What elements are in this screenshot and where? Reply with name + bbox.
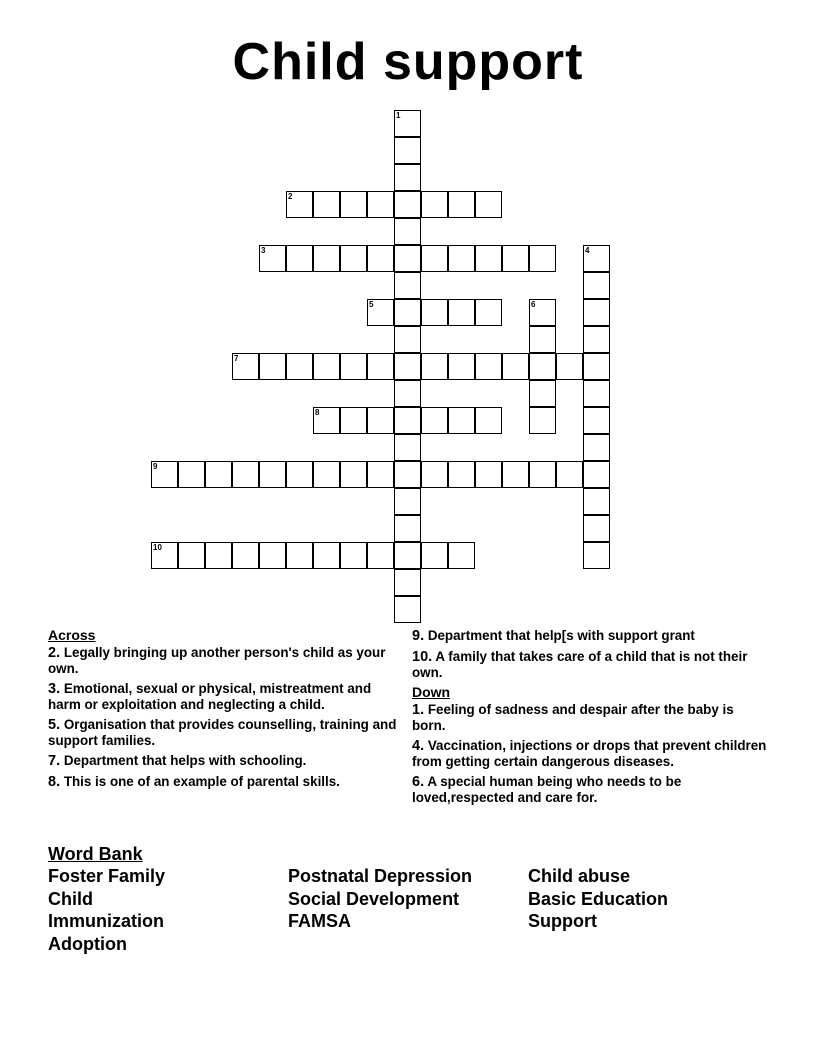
page-title: Child support (232, 33, 584, 91)
word-bank-item: Child abuse (528, 866, 631, 886)
clue-item (412, 649, 767, 680)
clue-number: 6 (531, 300, 536, 309)
clue-item-number: 5. (48, 717, 61, 733)
grid-cell[interactable] (448, 461, 475, 488)
grid-cell[interactable] (340, 191, 367, 218)
grid-cell[interactable] (529, 245, 556, 272)
grid-cell[interactable] (259, 461, 286, 488)
grid-cell[interactable] (178, 461, 205, 488)
grid-cell[interactable] (583, 515, 610, 542)
grid-cell[interactable] (529, 353, 556, 380)
clue-item-text: Department that helps with schooling. (60, 753, 307, 768)
grid-cell[interactable] (367, 461, 394, 488)
word-bank-item: Support (528, 911, 597, 931)
grid-cell[interactable] (583, 488, 610, 515)
clue-item-number: 3. (48, 681, 61, 697)
grid-cell[interactable] (178, 542, 205, 569)
clue-item (48, 717, 400, 748)
grid-cell[interactable] (394, 110, 421, 137)
across-clue-list (48, 645, 400, 790)
grid-cell[interactable] (583, 272, 610, 299)
grid-cell[interactable] (394, 434, 421, 461)
clue-item-number: 10. (412, 649, 433, 665)
grid-cell[interactable] (394, 596, 421, 623)
clues-left-column (48, 628, 400, 795)
clue-number: 10 (153, 543, 162, 552)
clue-item-number: 4. (412, 738, 425, 754)
grid-cell[interactable] (340, 407, 367, 434)
clue-item (48, 753, 400, 769)
grid-cell[interactable] (394, 380, 421, 407)
clue-number: 5 (369, 300, 374, 309)
grid-cell[interactable] (286, 191, 313, 218)
grid-cell[interactable] (583, 461, 610, 488)
grid-cell[interactable] (367, 353, 394, 380)
grid-cell[interactable] (421, 407, 448, 434)
grid-cell[interactable] (367, 407, 394, 434)
grid-cell[interactable] (394, 569, 421, 596)
grid-cell[interactable] (151, 461, 178, 488)
clue-item-text: Emotional, sexual or physical, mistreatment and harm or exploitation and neglecting a child. (48, 681, 372, 712)
clue-number: 3 (261, 246, 266, 255)
grid-cell[interactable] (313, 353, 340, 380)
grid-cell[interactable] (286, 461, 313, 488)
grid-cell[interactable] (205, 461, 232, 488)
word-bank-item: Immunization (48, 911, 164, 931)
grid-cell[interactable] (394, 164, 421, 191)
grid-cell[interactable] (421, 542, 448, 569)
clues-right-column (412, 628, 767, 810)
grid-cell[interactable] (394, 407, 421, 434)
word-bank-item: Foster Family (48, 866, 166, 886)
grid-cell[interactable] (394, 326, 421, 353)
grid-cell[interactable] (529, 461, 556, 488)
grid-cell[interactable] (313, 542, 340, 569)
word-bank-item: Adoption (48, 933, 127, 954)
grid-cell[interactable] (340, 245, 367, 272)
grid-cell[interactable] (421, 191, 448, 218)
grid-cell[interactable] (583, 407, 610, 434)
grid-cell[interactable] (394, 299, 421, 326)
word-bank-item: Social Development (288, 888, 460, 909)
grid-cell[interactable] (232, 353, 259, 380)
word-bank-item: Basic Education (528, 888, 669, 909)
grid-cell[interactable] (475, 353, 502, 380)
across-clue-list-continued (412, 628, 767, 680)
grid-cell[interactable] (394, 353, 421, 380)
clue-item-text: Feeling of sadness and despair after the baby is born. (412, 702, 734, 733)
clue-item (48, 774, 400, 790)
grid-cell[interactable] (232, 542, 259, 569)
grid-cell[interactable] (583, 326, 610, 353)
grid-cell[interactable] (583, 353, 610, 380)
clue-item-number: 1. (412, 702, 425, 718)
clue-item-number: 7. (48, 753, 61, 769)
grid-cell[interactable] (502, 353, 529, 380)
word-bank-title: Word Bank (48, 844, 143, 864)
grid-cell[interactable] (394, 245, 421, 272)
grid-cell[interactable] (367, 245, 394, 272)
grid-cell[interactable] (367, 191, 394, 218)
grid-cell[interactable] (394, 137, 421, 164)
clue-item (412, 774, 767, 805)
clue-item (412, 738, 767, 769)
clue-item-number: 2. (48, 645, 61, 661)
grid-cell[interactable] (394, 272, 421, 299)
grid-cell[interactable] (313, 461, 340, 488)
clue-item-text: Legally bringing up another person's child as your own. (48, 645, 386, 676)
grid-cell[interactable] (151, 542, 178, 569)
grid-cell[interactable] (205, 542, 232, 569)
clue-item-number: 8. (48, 774, 61, 790)
clue-number: 9 (153, 462, 158, 471)
clue-item-text: Department that help[s with support grant (424, 628, 695, 643)
grid-cell[interactable] (556, 353, 583, 380)
grid-cell[interactable] (394, 488, 421, 515)
clue-item (412, 628, 767, 644)
grid-cell[interactable] (583, 245, 610, 272)
grid-cell[interactable] (475, 407, 502, 434)
word-bank-item: FAMSA (288, 911, 351, 931)
grid-cell[interactable] (529, 326, 556, 353)
grid-cell[interactable] (394, 515, 421, 542)
grid-cell[interactable] (502, 461, 529, 488)
grid-cell[interactable] (313, 245, 340, 272)
grid-cell[interactable] (421, 245, 448, 272)
clue-item (48, 645, 400, 676)
grid-cell[interactable] (583, 434, 610, 461)
grid-cell[interactable] (475, 299, 502, 326)
grid-cell[interactable] (448, 542, 475, 569)
grid-cell[interactable] (421, 353, 448, 380)
grid-cell[interactable] (502, 245, 529, 272)
grid-cell[interactable] (583, 380, 610, 407)
grid-cell[interactable] (394, 542, 421, 569)
grid-cell[interactable] (394, 461, 421, 488)
grid-cell[interactable] (529, 407, 556, 434)
grid-cell[interactable] (394, 191, 421, 218)
grid-cell[interactable] (583, 299, 610, 326)
grid-cell[interactable] (313, 407, 340, 434)
grid-cell[interactable] (340, 461, 367, 488)
grid-cell[interactable] (475, 245, 502, 272)
grid-cell[interactable] (367, 299, 394, 326)
grid-cell[interactable] (448, 353, 475, 380)
grid-cell[interactable] (232, 461, 259, 488)
grid-cell[interactable] (340, 353, 367, 380)
clue-item-text: Organisation that provides counselling, training and support families. (48, 717, 397, 748)
clue-number: 7 (234, 354, 239, 363)
clue-number: 4 (585, 246, 590, 255)
grid-cell[interactable] (394, 218, 421, 245)
across-heading: Across (48, 627, 96, 643)
grid-cell[interactable] (529, 380, 556, 407)
word-bank-item: Child (48, 888, 93, 909)
grid-cell[interactable] (448, 407, 475, 434)
grid-cell[interactable] (448, 191, 475, 218)
grid-cell[interactable] (286, 542, 313, 569)
grid-cell[interactable] (529, 299, 556, 326)
grid-cell[interactable] (475, 191, 502, 218)
grid-cell[interactable] (286, 353, 313, 380)
clue-item-text: Vaccination, injections or drops that prevent children from getting certain dangerous diseases. (412, 738, 767, 769)
clue-item (412, 702, 767, 733)
grid-cell[interactable] (313, 191, 340, 218)
grid-cell[interactable] (340, 542, 367, 569)
grid-cell[interactable] (259, 245, 286, 272)
clue-number: 2 (288, 192, 293, 201)
grid-cell[interactable] (556, 461, 583, 488)
down-heading: Down (412, 684, 451, 700)
clue-number: 1 (396, 111, 401, 120)
grid-cell[interactable] (259, 542, 286, 569)
grid-cell[interactable] (286, 245, 313, 272)
clue-item-text: A special human being who needs to be loved,respected and care for. (412, 774, 682, 805)
grid-cell[interactable] (448, 245, 475, 272)
grid-cell[interactable] (583, 542, 610, 569)
grid-cell[interactable] (259, 353, 286, 380)
clue-item-text: A family that takes care of a child that is not their own. (412, 649, 748, 680)
word-bank-item: Postnatal Depression (288, 866, 473, 886)
grid-cell[interactable] (448, 299, 475, 326)
grid-cell[interactable] (421, 461, 448, 488)
clue-item (48, 681, 400, 712)
down-clue-list (412, 702, 767, 805)
grid-cell[interactable] (475, 461, 502, 488)
grid-cell[interactable] (367, 542, 394, 569)
clue-item-number: 9. (412, 628, 425, 644)
clue-item-number: 6. (412, 774, 425, 790)
grid-cell[interactable] (421, 299, 448, 326)
clue-item-text: This is one of an example of parental skills. (60, 774, 340, 789)
clue-number: 8 (315, 408, 320, 417)
